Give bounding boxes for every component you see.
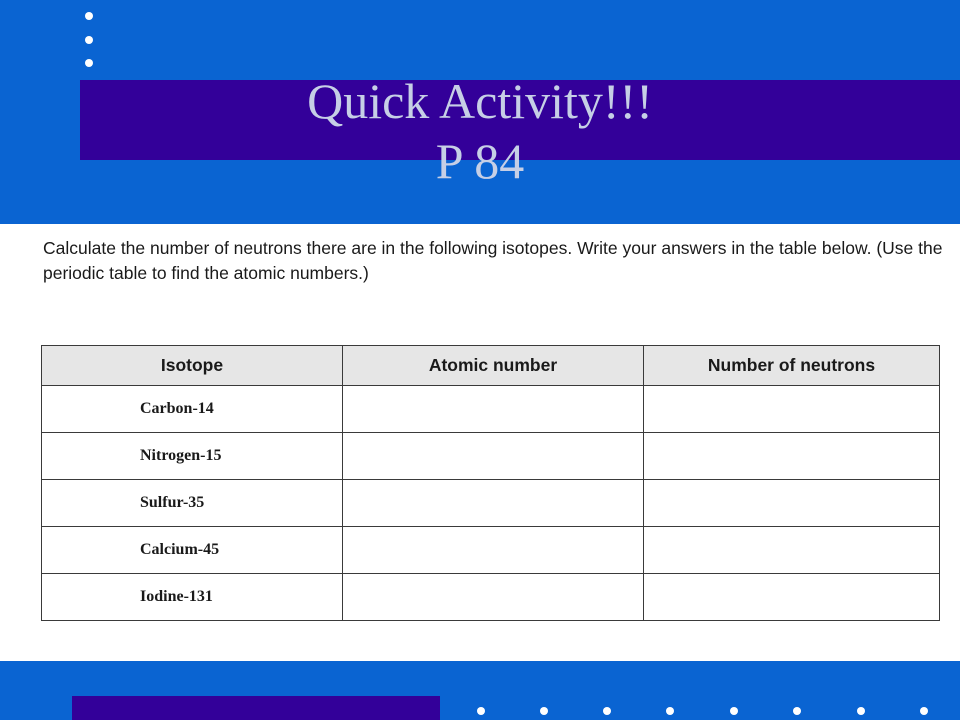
- decor-dot: [793, 707, 801, 715]
- decor-dot: [603, 707, 611, 715]
- instructions-text: Calculate the number of neutrons there are in the following isotopes. Write your answers in the table below. (Use the periodic table to find the atomic numbers.): [43, 238, 943, 283]
- atomic-number-cell: [343, 433, 644, 480]
- atomic-number-cell: [343, 574, 644, 621]
- isotope-cell: Calcium-45: [42, 527, 343, 574]
- neutrons-cell: [644, 527, 940, 574]
- table-row: [42, 574, 940, 621]
- decor-dot: [477, 707, 485, 715]
- slide-title-line-2: P 84: [435, 133, 525, 189]
- isotope-cell: Iodine-131: [42, 574, 343, 621]
- neutrons-cell: [644, 480, 940, 527]
- column-header-atomic-number: Atomic number: [343, 346, 644, 386]
- slide-title: [80, 71, 880, 191]
- isotope-cell: Carbon-14: [42, 386, 343, 433]
- atomic-number-cell: [343, 480, 644, 527]
- neutrons-cell: [644, 433, 940, 480]
- table-row: [42, 386, 940, 433]
- footer-band: [72, 696, 440, 720]
- isotope-cell: Nitrogen-15: [42, 433, 343, 480]
- atomic-number-cell: [343, 527, 644, 574]
- decor-dot: [85, 36, 93, 44]
- column-header-neutrons: Number of neutrons: [644, 346, 940, 386]
- slide-title-line-1: Quick Activity!!!: [307, 73, 653, 129]
- decor-dot: [920, 707, 928, 715]
- worksheet-image: [0, 224, 960, 661]
- neutrons-cell: [644, 386, 940, 433]
- atomic-number-cell: [343, 386, 644, 433]
- decor-dot: [540, 707, 548, 715]
- table-row: [42, 527, 940, 574]
- isotope-table: [41, 345, 940, 621]
- decor-dot: [85, 59, 93, 67]
- decor-dot: [730, 707, 738, 715]
- table-row: [42, 433, 940, 480]
- decor-dot: [666, 707, 674, 715]
- table-header-row: [42, 346, 940, 386]
- neutrons-cell: [644, 574, 940, 621]
- isotope-cell: Sulfur-35: [42, 480, 343, 527]
- column-header-isotope: Isotope: [42, 346, 343, 386]
- table-row: [42, 480, 940, 527]
- decor-dot: [857, 707, 865, 715]
- decor-dot: [85, 12, 93, 20]
